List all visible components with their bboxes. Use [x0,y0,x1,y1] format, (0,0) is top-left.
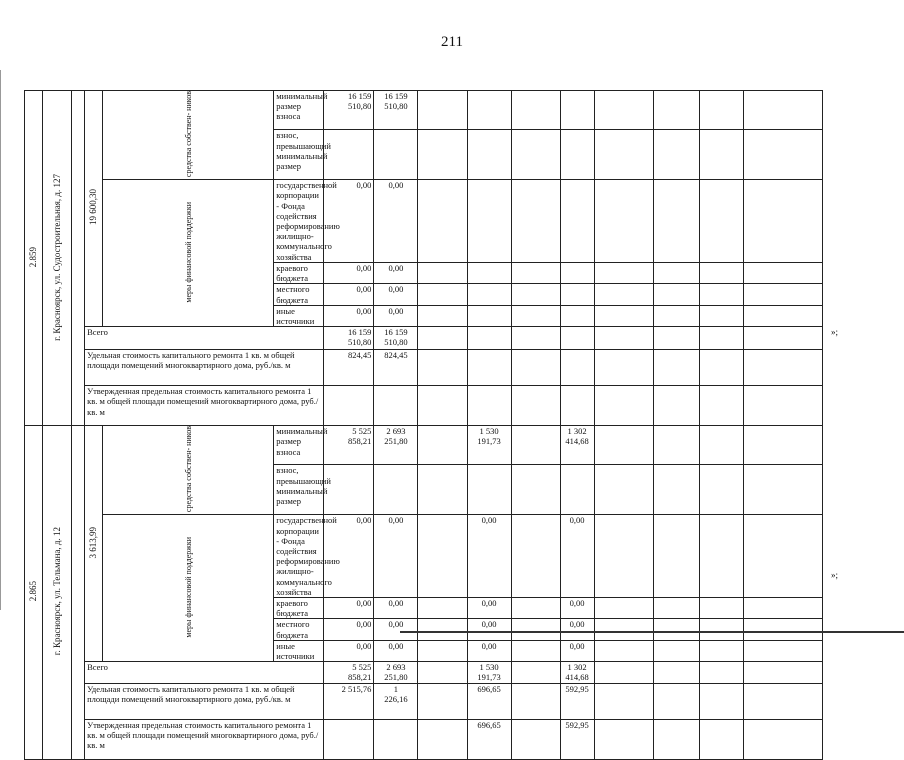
value-cell [743,465,822,515]
value-cell: 824,45 [324,350,374,386]
value-cell: 0,00 [560,598,594,619]
table-row [25,515,823,598]
value-cell [467,180,511,263]
value-cell: 696,65 [467,683,511,719]
value-cell: 0,00 [467,515,511,598]
capital-repair-table [24,90,823,760]
value-cell [418,350,467,386]
value-cell: 0,00 [324,515,374,598]
value-cell [743,619,822,640]
closing-quote-mark: »; [831,327,839,337]
value-cell [324,465,374,515]
value-cell [699,262,743,283]
value-cell [418,327,467,350]
value-cell [467,327,511,350]
value-cell: 0,00 [560,619,594,640]
value-cell: 2 693 251,80 [374,426,418,465]
row-label: государственной корпорации - Фонда содействия реформированию жилищно-коммунального хозяйства [274,180,324,263]
closing-quote-mark: »; [831,570,839,580]
value-cell [374,719,418,759]
summary-label: Всего [85,327,324,350]
value-cell [743,515,822,598]
value-cell [511,515,560,598]
value-cell [699,719,743,759]
value-cell [560,350,594,386]
value-cell: 0,00 [374,305,418,326]
value-cell [324,719,374,759]
value-cell: 1 226,16 [374,683,418,719]
value-cell: 0,00 [374,640,418,661]
value-cell: 1 530 191,73 [467,662,511,683]
value-cell: 0,00 [374,284,418,305]
value-cell [511,683,560,719]
owners-funds-group: средства собствен- ников [183,91,193,178]
value-cell [594,619,653,640]
value-cell: 824,45 [374,350,418,386]
value-cell [374,130,418,180]
value-cell: 16 159 510,80 [324,327,374,350]
value-cell [653,350,699,386]
value-cell [418,683,467,719]
value-cell [653,284,699,305]
value-cell [511,284,560,305]
value-cell [560,180,594,263]
value-cell: 0,00 [324,305,374,326]
value-cell: 0,00 [560,640,594,661]
item-index: 2.865 [28,581,39,602]
row-label: взнос, превышающий минимальный размер [274,130,324,180]
value-cell [511,305,560,326]
value-cell [511,619,560,640]
value-cell [653,598,699,619]
value-cell [653,180,699,263]
value-cell [594,262,653,283]
value-cell [560,465,594,515]
value-cell [594,91,653,130]
value-cell [418,640,467,661]
value-cell [743,386,822,426]
row-label: минимальный размер взноса [274,426,324,465]
value-cell [467,91,511,130]
house-area: 3 613,99 [88,526,99,559]
value-cell [418,130,467,180]
value-cell [743,130,822,180]
row-label: иные источники [274,640,324,661]
value-cell [653,683,699,719]
value-cell [699,327,743,350]
value-cell [594,426,653,465]
value-cell [743,640,822,661]
value-cell [699,386,743,426]
value-cell [467,262,511,283]
value-cell [467,284,511,305]
spacer-cell [72,91,85,426]
summary-label: Всего [85,662,324,683]
value-cell: 1 302 414,68 [560,426,594,465]
value-cell [418,386,467,426]
unit-cost-row [25,683,823,719]
value-cell [699,180,743,263]
value-cell [699,465,743,515]
row-label: местного бюджета [274,284,324,305]
value-cell [699,683,743,719]
value-cell [560,284,594,305]
value-cell [418,598,467,619]
summary-label: Удельная стоимость капитального ремонта 1 кв. м общей площади помещений многоквартирного дома, руб./кв. м [85,683,324,719]
page-number: 211 [441,34,463,50]
value-cell [699,350,743,386]
value-cell [699,91,743,130]
house-area: 19 600,30 [88,189,99,226]
value-cell [467,465,511,515]
value-cell [418,180,467,263]
value-cell: 696,65 [467,719,511,759]
value-cell [743,350,822,386]
value-cell [743,426,822,465]
value-cell [653,91,699,130]
value-cell: 592,95 [560,719,594,759]
row-label: краевого бюджета [274,598,324,619]
summary-label: Утвержденная предельная стоимость капитального ремонта 1 кв. м общей площади помещений многоквартирного дома, руб./кв. м [85,386,324,426]
bottom-rule [400,631,904,633]
value-cell [467,350,511,386]
value-cell [374,465,418,515]
value-cell [418,662,467,683]
value-cell [511,130,560,180]
value-cell [699,305,743,326]
value-cell: 16 159 510,80 [374,91,418,130]
left-margin-rule [0,70,1,610]
value-cell [511,91,560,130]
summary-label: Удельная стоимость капитального ремонта 1 кв. м общей площади помещений многоквартирного дома, руб./кв. м [85,350,324,386]
value-cell [699,284,743,305]
value-cell [743,683,822,719]
total-row [25,327,823,350]
value-cell [743,284,822,305]
value-cell [511,180,560,263]
value-cell [418,262,467,283]
value-cell: 0,00 [374,598,418,619]
value-cell [743,262,822,283]
value-cell [418,426,467,465]
row-label: минимальный размер взноса [274,91,324,130]
value-cell [511,719,560,759]
value-cell [653,426,699,465]
value-cell [653,386,699,426]
item-index: 2.859 [28,246,39,268]
value-cell [743,598,822,619]
value-cell [699,598,743,619]
value-cell [743,719,822,759]
value-cell [374,386,418,426]
value-cell [743,180,822,263]
value-cell [653,130,699,180]
value-cell [511,426,560,465]
value-cell: 5 525 858,21 [324,662,374,683]
value-cell: 0,00 [324,284,374,305]
value-cell [594,719,653,759]
unit-cost-row [25,350,823,386]
value-cell [594,598,653,619]
value-cell [699,662,743,683]
value-cell [743,327,822,350]
value-cell: 16 159 510,80 [374,327,418,350]
row-label: краевого бюджета [274,262,324,283]
value-cell [324,386,374,426]
value-cell [594,515,653,598]
value-cell [560,327,594,350]
value-cell [418,305,467,326]
value-cell: 0,00 [324,180,374,263]
value-cell [560,386,594,426]
value-cell: 0,00 [467,598,511,619]
value-cell [743,305,822,326]
value-cell [594,284,653,305]
value-cell: 0,00 [324,619,374,640]
row-label: взнос, превышающий минимальный размер [274,465,324,515]
limit-cost-row [25,719,823,759]
value-cell: 0,00 [467,619,511,640]
value-cell [418,719,467,759]
value-cell [699,640,743,661]
value-cell [511,640,560,661]
value-cell [594,683,653,719]
value-cell: 2 515,76 [324,683,374,719]
value-cell [560,130,594,180]
value-cell [467,386,511,426]
spacer-cell [72,426,85,760]
value-cell [418,515,467,598]
value-cell [511,262,560,283]
value-cell [324,130,374,180]
table-row [25,426,823,465]
total-row [25,662,823,683]
value-cell: 0,00 [467,640,511,661]
value-cell: 1 302 414,68 [560,662,594,683]
owners-funds-group: средства собствен- ников [183,426,193,513]
value-cell [653,515,699,598]
value-cell [418,284,467,305]
value-cell [653,465,699,515]
table-row [25,180,823,263]
value-cell [594,386,653,426]
house-address: г. Красноярск, ул. Тельмана, д. 12 [51,527,62,656]
value-cell [594,305,653,326]
value-cell: 0,00 [374,262,418,283]
value-cell [560,262,594,283]
value-cell [743,662,822,683]
value-cell: 0,00 [374,619,418,640]
value-cell: 592,95 [560,683,594,719]
value-cell: 0,00 [324,640,374,661]
row-label: иные источники [274,305,324,326]
value-cell [467,130,511,180]
financial-support-group: меры финансовой поддержки [183,536,193,638]
row-label: местного бюджета [274,619,324,640]
value-cell [594,327,653,350]
value-cell [653,619,699,640]
value-cell: 0,00 [560,515,594,598]
value-cell [511,350,560,386]
value-cell [653,327,699,350]
value-cell [653,640,699,661]
value-cell [699,619,743,640]
value-cell [511,465,560,515]
summary-label: Утвержденная предельная стоимость капитального ремонта 1 кв. м общей площади помещений многоквартирного дома, руб./кв. м [85,719,324,759]
value-cell [594,130,653,180]
limit-cost-row [25,386,823,426]
value-cell [511,662,560,683]
value-cell [594,350,653,386]
value-cell: 2 693 251,80 [374,662,418,683]
value-cell [699,426,743,465]
value-cell [467,305,511,326]
value-cell [560,91,594,130]
value-cell [511,327,560,350]
value-cell: 16 159 510,80 [324,91,374,130]
value-cell [418,91,467,130]
value-cell [653,719,699,759]
value-cell [594,180,653,263]
value-cell [511,598,560,619]
value-cell [594,662,653,683]
value-cell: 0,00 [324,262,374,283]
value-cell: 5 525 858,21 [324,426,374,465]
value-cell [653,262,699,283]
table-row [25,91,823,130]
value-cell: 0,00 [374,180,418,263]
value-cell [511,386,560,426]
value-cell [560,305,594,326]
value-cell [743,91,822,130]
value-cell [699,130,743,180]
value-cell: 1 530 191,73 [467,426,511,465]
value-cell [418,465,467,515]
financial-support-group: меры финансовой поддержки [183,201,193,303]
value-cell [418,619,467,640]
value-cell: 0,00 [324,598,374,619]
value-cell [653,662,699,683]
value-cell [594,465,653,515]
row-label: государственной корпорации - Фонда содействия реформированию жилищно-коммунального хозяйства [274,515,324,598]
value-cell [699,515,743,598]
value-cell: 0,00 [374,515,418,598]
house-address: г. Красноярск, ул. Судостроительная, д. 127 [51,173,62,341]
value-cell [653,305,699,326]
value-cell [594,640,653,661]
